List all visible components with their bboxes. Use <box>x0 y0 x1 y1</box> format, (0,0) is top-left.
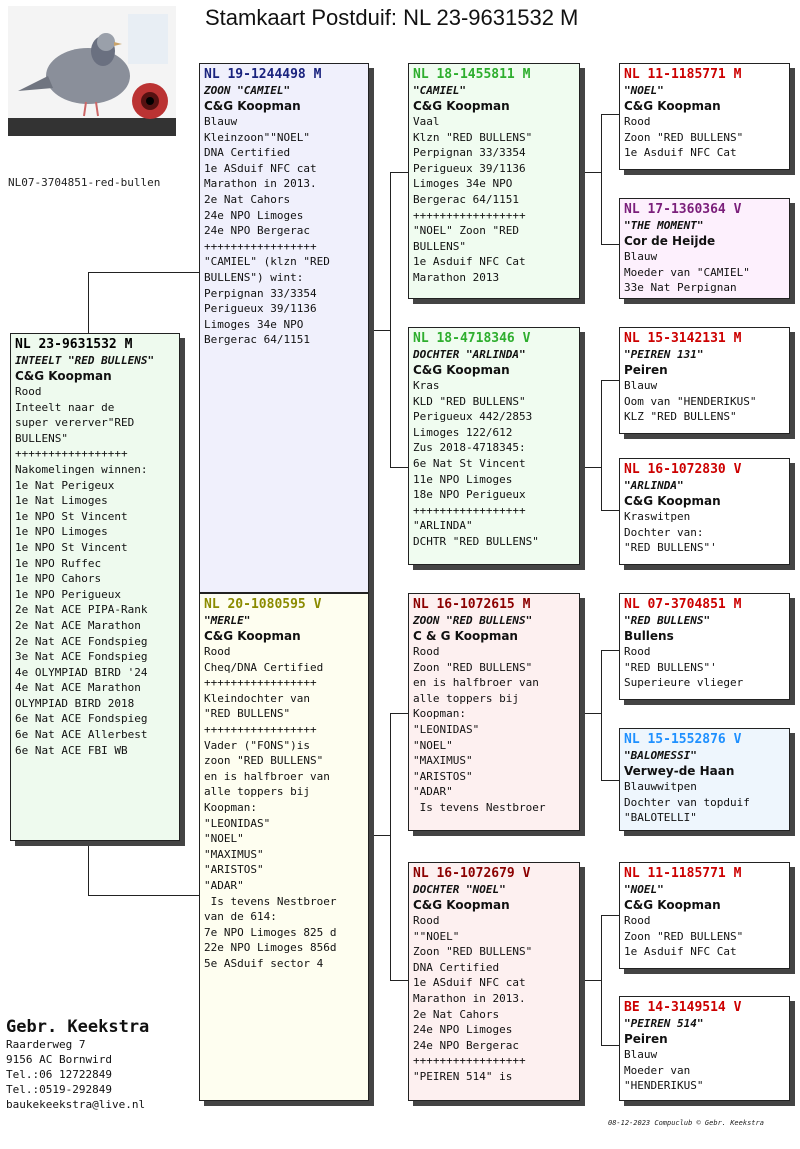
connector-line <box>601 380 620 381</box>
pigeon-name: INTEELT "RED BULLENS" <box>15 354 155 367</box>
pedigree-card-main <box>10 333 180 841</box>
connector-line <box>390 713 409 714</box>
pigeon-name: DOCHTER "NOEL" <box>413 883 506 896</box>
pedigree-note-line: "ADAR" <box>204 878 244 892</box>
pigeon-name: "RED BULLENS" <box>624 614 711 627</box>
pedigree-notes <box>413 913 575 1085</box>
owner-name: Gebr. Keekstra <box>6 1017 150 1037</box>
pedigree-note-line: 7e NPO Limoges 825 d <box>204 925 337 939</box>
connector-line <box>369 835 390 836</box>
pedigree-notes <box>15 384 175 758</box>
pedigree-note-line: Blauwwitpen <box>624 780 697 793</box>
pedigree-note-line: "CAMIEL" (klzn "RED <box>204 255 330 269</box>
pedigree-note-line: zoon "RED BULLENS" <box>204 754 324 768</box>
pedigree-note-line: 2e Nat Cahors <box>204 192 291 206</box>
breeder-name: C&G Koopman <box>624 898 721 912</box>
pedigree-note-line: DNA Certified <box>204 146 291 160</box>
pedigree-note-line: KLZ "RED BULLENS" <box>624 410 737 424</box>
pedigree-note-line: "LEONIDAS" <box>204 816 271 830</box>
pedigree-note-line: 1e Asduif NFC Cat <box>624 945 737 959</box>
pedigree-note-line: "MAXIMUS" <box>413 754 473 768</box>
pedigree-note-line: "HENDERIKUS" <box>624 1079 704 1093</box>
connector-line <box>88 272 200 273</box>
owner-phone: Tel.:0519-292849 <box>6 1083 112 1096</box>
pedigree-note-line: super vererver"RED <box>15 416 135 430</box>
pedigree-card-sire-sire <box>408 63 580 299</box>
pedigree-note-line: "RED BULLENS"' <box>624 541 717 555</box>
pedigree-note-line: Kleinzoon""NOEL" <box>204 130 310 144</box>
connector-line <box>601 244 620 245</box>
pedigree-note-line: 6e Nat St Vincent <box>413 456 526 470</box>
pedigree-note-line: Kraswitpen <box>624 510 691 523</box>
pedigree-note-line: 6e Nat ACE FBI WB <box>15 743 128 757</box>
pedigree-note-line: BULLENS" <box>15 431 68 445</box>
pedigree-notes <box>413 378 575 550</box>
breeder-name: C&G Koopman <box>15 369 112 383</box>
pigeon-name: "NOEL" <box>624 883 664 896</box>
pedigree-note-line: 1e NPO Ruffec <box>15 556 102 570</box>
pedigree-note-line: 1e Asduif NFC Cat <box>624 146 737 160</box>
pedigree-note-line: Blauw <box>624 1048 658 1061</box>
pedigree-note-line: Blauw <box>624 250 658 263</box>
pedigree-note-line: alle toppers bij <box>204 785 310 799</box>
pedigree-note-line: 1e ASduif NFC cat <box>204 161 317 175</box>
pedigree-note-line: en is halfbroer van <box>204 769 330 783</box>
pedigree-note-line: Perpignan 33/3354 <box>204 286 317 300</box>
breeder-name: Verwey-de Haan <box>624 764 735 778</box>
pedigree-card-dam-sire <box>408 593 580 831</box>
breeder-name: C&G Koopman <box>624 494 721 508</box>
pedigree-note-line: Zoon "RED BULLENS" <box>413 660 533 674</box>
connector-line <box>601 380 602 510</box>
photo-reference: NL07-3704851-red-bullen <box>8 176 161 189</box>
owner-address-line: 9156 AC Bornwird <box>6 1053 112 1066</box>
pedigree-note-line: Moeder van <box>624 1063 691 1077</box>
pedigree-note-line: Perigueux 39/1136 <box>204 302 317 316</box>
pedigree-note-line: van de 614: <box>204 910 277 924</box>
pedigree-note-line: Rood <box>624 914 651 927</box>
pedigree-note-line: "ADAR" <box>413 785 453 799</box>
pedigree-note-line: Blauw <box>204 115 238 128</box>
connector-line <box>580 467 601 468</box>
pedigree-note-line: Perpignan 33/3354 <box>413 146 526 160</box>
pedigree-note-line: Marathon 2013 <box>413 270 500 284</box>
ring-number: NL 20-1080595 V <box>204 597 322 612</box>
footer-credit: 08-12-2023 Compuclub © Gebr. Keekstra <box>608 1119 764 1127</box>
pedigree-note-line: Dochter van: <box>624 525 704 539</box>
pedigree-note-line: Rood <box>624 115 651 128</box>
pedigree-note-line: Vader ("FONS")is <box>204 738 310 752</box>
pedigree-note-line: 4e Nat ACE Marathon <box>15 681 141 695</box>
pedigree-card-sds <box>619 327 790 434</box>
pedigree-note-line: "NOEL" <box>413 738 453 752</box>
pedigree-note-line: Cheq/DNA Certified <box>204 660 324 674</box>
connector-line <box>369 330 390 331</box>
pedigree-note-line: Zoon "RED BULLENS" <box>624 130 744 144</box>
pedigree-notes <box>624 1047 785 1094</box>
ring-number: NL 23-9631532 M <box>15 337 133 352</box>
pedigree-note-line: BULLENS") wint: <box>204 270 304 284</box>
owner-address-line: Raarderweg 7 <box>6 1038 86 1051</box>
pedigree-note-line: 24e NPO Bergerac <box>413 1038 519 1052</box>
pedigree-note-line: Rood <box>15 385 42 398</box>
pedigree-note-line: "MAXIMUS" <box>204 847 264 861</box>
pedigree-note-line: Limoges 34e NPO <box>204 317 304 331</box>
pedigree-note-line: "ARISTOS" <box>413 769 473 783</box>
pedigree-note-line: 1e Asduif NFC Cat <box>413 255 526 269</box>
connector-line <box>601 114 602 244</box>
pedigree-note-line: ""NOEL" <box>413 929 460 943</box>
connector-line <box>601 650 620 651</box>
breeder-name: C&G Koopman <box>413 898 510 912</box>
pigeon-name: "CAMIEL" <box>413 84 466 97</box>
pedigree-note-line: 6e Nat ACE Allerbest <box>15 728 148 742</box>
pigeon-name: ZOON "RED BULLENS" <box>413 614 533 627</box>
breeder-name: C&G Koopman <box>204 629 301 643</box>
owner-block <box>6 1017 149 1112</box>
pedigree-note-line: "RED BULLENS" <box>204 707 291 721</box>
pedigree-note-line: 1e NPO Limoges <box>15 525 108 539</box>
pigeon-icon <box>8 6 176 136</box>
pedigree-note-line: 11e NPO Limoges <box>413 472 513 486</box>
pedigree-note-line: Nakomelingen winnen: <box>15 462 148 476</box>
connector-line <box>88 272 89 334</box>
pedigree-card-sire-dam <box>408 327 580 565</box>
pedigree-note-line: Marathon in 2013. <box>413 991 526 1005</box>
pedigree-card-dds <box>619 862 790 969</box>
pedigree-note-line: 1e NPO St Vincent <box>15 540 128 554</box>
owner-phone: Tel.:06 12722849 <box>6 1068 112 1081</box>
owner-email[interactable]: baukekeekstra@live.nl <box>6 1098 146 1111</box>
connector-line <box>580 980 601 981</box>
pedigree-note-line: alle toppers bij <box>413 691 519 705</box>
pigeon-photo <box>8 6 176 136</box>
pedigree-note-line: 1e NPO St Vincent <box>15 509 128 523</box>
pedigree-note-line: 1e ASduif NFC cat <box>413 976 526 990</box>
connector-line <box>390 980 409 981</box>
pedigree-note-line: BULLENS" <box>413 239 466 253</box>
pigeon-name: ZOON "CAMIEL" <box>204 84 291 97</box>
pedigree-notes <box>624 509 785 556</box>
pedigree-note-line: +++++++++++++++++ <box>15 447 128 461</box>
breeder-name: C&G Koopman <box>204 99 301 113</box>
pedigree-note-line: 2e Nat ACE Marathon <box>15 618 141 632</box>
pedigree-note-line: Bergerac 64/1151 <box>204 333 310 347</box>
pedigree-notes <box>624 378 785 425</box>
pedigree-card-dam <box>199 593 369 1101</box>
pigeon-name: "THE MOMENT" <box>624 219 704 232</box>
connector-line <box>580 713 601 714</box>
pedigree-note-line: "NOEL" <box>204 832 244 846</box>
pigeon-name: "ARLINDA" <box>624 479 684 492</box>
pedigree-note-line: 1e NPO Cahors <box>15 572 102 586</box>
breeder-name: Bullens <box>624 629 674 643</box>
pedigree-note-line: +++++++++++++++++ <box>413 208 526 222</box>
pedigree-note-line: Oom van "HENDERIKUS" <box>624 394 757 408</box>
pedigree-note-line: Limoges 122/612 <box>413 425 513 439</box>
pedigree-note-line: 4e OLYMPIAD BIRD '24 <box>15 665 148 679</box>
connector-line <box>601 915 620 916</box>
pedigree-notes <box>624 249 785 296</box>
pedigree-note-line: Limoges 34e NPO <box>413 177 513 191</box>
pedigree-note-line: 2e Nat Cahors <box>413 1007 500 1021</box>
pedigree-note-line: Rood <box>204 645 231 658</box>
pedigree-note-line: Perigueux 442/2853 <box>413 410 533 424</box>
ring-number: NL 15-1552876 V <box>624 732 742 747</box>
connector-line <box>601 114 620 115</box>
pedigree-note-line: 33e Nat Perpignan <box>624 281 737 295</box>
pigeon-name: "PEIREN 131" <box>624 348 704 361</box>
pedigree-notes <box>413 114 575 286</box>
pedigree-note-line: 24e NPO Limoges <box>204 208 304 222</box>
pedigree-note-line: Inteelt naar de <box>15 400 115 414</box>
pedigree-note-line: Blauw <box>624 379 658 392</box>
ring-number: NL 18-4718346 V <box>413 331 531 346</box>
pedigree-note-line: 1e NPO Perigueux <box>15 587 121 601</box>
connector-line <box>390 713 391 980</box>
pedigree-note-line: "BALOTELLI" <box>624 811 697 825</box>
connector-line <box>601 510 620 511</box>
pedigree-note-line: Marathon in 2013. <box>204 177 317 191</box>
ring-number: NL 07-3704851 M <box>624 597 742 612</box>
pedigree-note-line: "RED BULLENS"' <box>624 660 717 674</box>
breeder-name: C&G Koopman <box>413 363 510 377</box>
pedigree-notes <box>204 644 364 971</box>
breeder-name: C & G Koopman <box>413 629 518 643</box>
breeder-name: Cor de Heijde <box>624 234 716 248</box>
connector-line <box>390 172 391 468</box>
connector-line <box>88 895 200 896</box>
pedigree-note-line: Dochter van topduif <box>624 795 750 809</box>
pedigree-note-line: +++++++++++++++++ <box>204 676 317 690</box>
page-title: Stamkaart Postduif: NL 23-9631532 M <box>205 5 579 30</box>
ring-number: NL 16-1072679 V <box>413 866 531 881</box>
pigeon-name: DOCHTER "ARLINDA" <box>413 348 526 361</box>
pedigree-notes <box>413 644 575 816</box>
ring-number: NL 18-1455811 M <box>413 67 531 82</box>
pedigree-note-line: 2e Nat ACE PIPA-Rank <box>15 603 148 617</box>
pedigree-card-dam-dam <box>408 862 580 1101</box>
pedigree-card-sss <box>619 63 790 170</box>
pigeon-name: "PEIREN 514" <box>624 1017 704 1030</box>
pedigree-note-line: Rood <box>413 914 440 927</box>
pedigree-note-line: +++++++++++++++++ <box>204 722 317 736</box>
ring-number: NL 11-1185771 M <box>624 866 742 881</box>
pedigree-note-line: OLYMPIAD BIRD 2018 <box>15 696 135 710</box>
pedigree-note-line: Zoon "RED BULLENS" <box>624 929 744 943</box>
breeder-name: C&G Koopman <box>413 99 510 113</box>
breeder-name: Peiren <box>624 363 668 377</box>
pedigree-note-line: 24e NPO Bergerac <box>204 224 310 238</box>
pedigree-note-line: +++++++++++++++++ <box>413 1054 526 1068</box>
connector-line <box>390 172 409 173</box>
pigeon-name: "BALOMESSI" <box>624 749 697 762</box>
pedigree-notes <box>624 114 785 161</box>
pedigree-note-line: DCHTR "RED BULLENS" <box>413 534 539 548</box>
pedigree-note-line: KLD "RED BULLENS" <box>413 394 526 408</box>
ring-number: NL 15-3142131 M <box>624 331 742 346</box>
ring-number: NL 16-1072830 V <box>624 462 742 477</box>
pedigree-note-line: 6e Nat ACE Fondspieg <box>15 712 148 726</box>
connector-line <box>601 780 620 781</box>
pedigree-note-line: 22e NPO Limoges 856d <box>204 941 337 955</box>
pedigree-note-line: "PEIREN 514" is <box>413 1069 513 1083</box>
pedigree-note-line: Is tevens Nestbroer <box>204 894 337 908</box>
pedigree-note-line: 1e Nat Limoges <box>15 494 108 508</box>
connector-line <box>601 915 602 1045</box>
breeder-name: C&G Koopman <box>624 99 721 113</box>
pedigree-note-line: Moeder van "CAMIEL" <box>624 265 750 279</box>
pedigree-note-line: DNA Certified <box>413 960 500 974</box>
pedigree-card-ddd <box>619 996 790 1101</box>
pedigree-note-line: Zoon "RED BULLENS" <box>413 945 533 959</box>
pedigree-note-line: "ARISTOS" <box>204 863 264 877</box>
pedigree-card-dss <box>619 593 790 700</box>
pedigree-note-line: 1e Nat Perigeux <box>15 478 115 492</box>
pedigree-note-line: +++++++++++++++++ <box>204 239 317 253</box>
connector-line <box>88 840 89 895</box>
pigeon-name: "MERLE" <box>204 614 251 627</box>
pedigree-note-line: "ARLINDA" <box>413 519 473 533</box>
pedigree-notes <box>624 913 785 960</box>
ring-number: NL 16-1072615 M <box>413 597 531 612</box>
pedigree-note-line: Koopman: <box>204 800 257 814</box>
pedigree-note-line: Rood <box>413 645 440 658</box>
pedigree-note-line: en is halfbroer van <box>413 676 539 690</box>
pedigree-note-line: 24e NPO Limoges <box>413 1023 513 1037</box>
pedigree-note-line: 18e NPO Perigueux <box>413 488 526 502</box>
pedigree-note-line: Perigueux 39/1136 <box>413 161 526 175</box>
pedigree-card-ssd <box>619 198 790 299</box>
pedigree-card-sire <box>199 63 369 593</box>
ring-number: NL 11-1185771 M <box>624 67 742 82</box>
pedigree-notes <box>624 644 785 691</box>
ring-number: NL 17-1360364 V <box>624 202 742 217</box>
pedigree-notes <box>204 114 364 348</box>
pedigree-note-line: Superieure vlieger <box>624 676 744 690</box>
pedigree-note-line: +++++++++++++++++ <box>413 503 526 517</box>
pedigree-notes <box>624 779 785 826</box>
pedigree-card-dsd <box>619 728 790 831</box>
pedigree-card-sdd <box>619 458 790 565</box>
connector-line <box>601 650 602 780</box>
pedigree-note-line: Kleindochter van <box>204 691 310 705</box>
pedigree-note-line: Zus 2018-4718345: <box>413 441 526 455</box>
breeder-name: Peiren <box>624 1032 668 1046</box>
connector-line <box>601 1045 620 1046</box>
pedigree-note-line: 2e Nat ACE Fondspieg <box>15 634 148 648</box>
pedigree-note-line: Bergerac 64/1151 <box>413 192 519 206</box>
connector-line <box>390 467 409 468</box>
pedigree-note-line: 3e Nat ACE Fondspieg <box>15 650 148 664</box>
pedigree-note-line: Is tevens Nestbroer <box>413 800 546 814</box>
pedigree-note-line: Vaal <box>413 115 440 128</box>
connector-line <box>580 172 601 173</box>
pedigree-note-line: Kras <box>413 379 440 392</box>
pedigree-note-line: Klzn "RED BULLENS" <box>413 130 533 144</box>
pedigree-note-line: Rood <box>624 645 651 658</box>
pedigree-note-line: "NOEL" Zoon "RED <box>413 224 519 238</box>
pedigree-note-line: 5e ASduif sector 4 <box>204 956 324 970</box>
pigeon-name: "NOEL" <box>624 84 664 97</box>
ring-number: BE 14-3149514 V <box>624 1000 742 1015</box>
ring-number: NL 19-1244498 M <box>204 67 322 82</box>
pedigree-note-line: Koopman: <box>413 707 466 721</box>
pedigree-note-line: "LEONIDAS" <box>413 722 480 736</box>
